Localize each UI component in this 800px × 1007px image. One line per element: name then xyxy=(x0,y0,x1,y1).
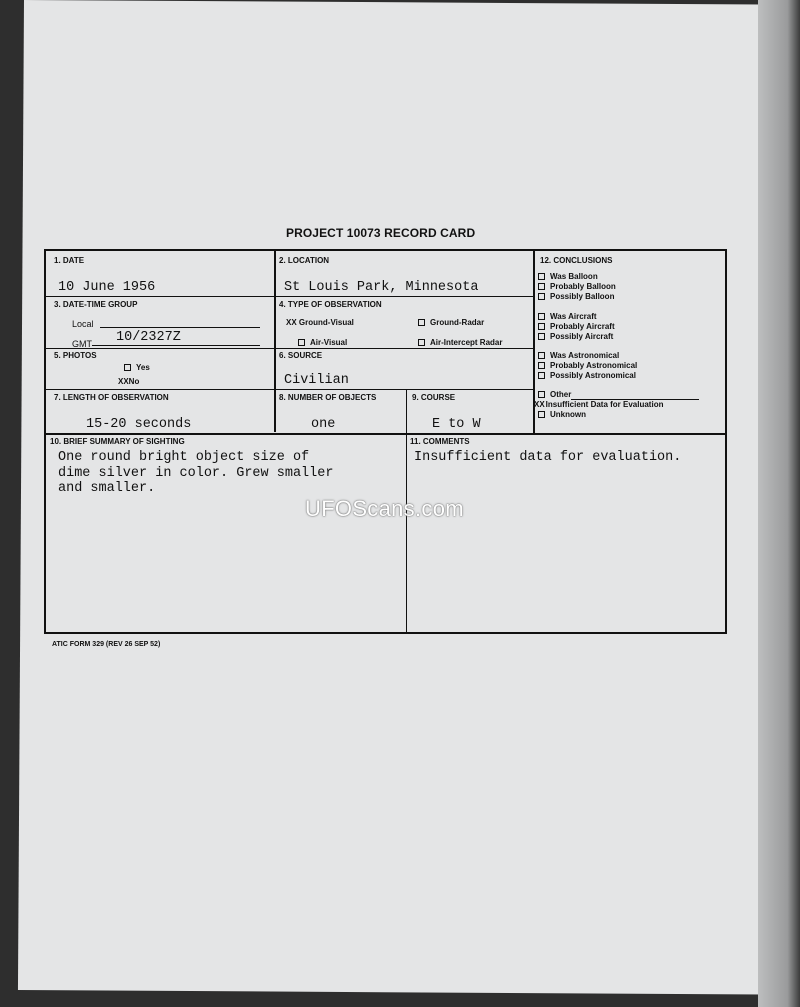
ground-radar-option: Ground-Radar xyxy=(430,318,485,327)
length-of-observation-label: 7. LENGTH OF OBSERVATION xyxy=(54,393,169,402)
checkbox-icon xyxy=(124,364,131,371)
checkbox-icon xyxy=(538,372,545,379)
checkbox-icon xyxy=(538,323,545,330)
photos-yes-option: Yes xyxy=(136,363,150,372)
local-label: Local xyxy=(72,319,94,329)
comments-text: Insufficient data for evaluation. xyxy=(414,450,682,465)
conclusion-item: Probably Balloon xyxy=(550,282,616,291)
checkbox-icon xyxy=(538,313,545,320)
conclusion-item: Was Aircraft xyxy=(550,312,597,321)
summary-line: One round bright object size of xyxy=(58,450,310,465)
course-label: 9. COURSE xyxy=(412,393,456,402)
conclusions-list xyxy=(534,390,699,420)
course-value: E to W xyxy=(432,417,481,432)
air-intercept-radar-option: Air-Intercept Radar xyxy=(430,338,503,347)
checkbox-icon xyxy=(538,273,545,280)
source-value: Civilian xyxy=(284,373,349,388)
number-of-objects-label: 8. NUMBER OF OBJECTS xyxy=(279,393,377,402)
ground-visual-option: Ground-Visual xyxy=(298,318,354,327)
insufficient-data-mark: XX xyxy=(534,400,545,409)
photos-no-option: No xyxy=(128,377,140,386)
checkbox-icon xyxy=(538,362,545,369)
checkbox-icon xyxy=(538,411,545,418)
date-time-group-label: 3. DATE-TIME GROUP xyxy=(54,300,138,309)
conclusion-item: Unknown xyxy=(550,410,586,419)
number-of-objects-value: one xyxy=(311,417,336,432)
location-label: 2. LOCATION xyxy=(279,256,330,265)
record-card xyxy=(44,249,727,634)
page-edge-shadow xyxy=(758,0,800,1007)
summary-label: 10. BRIEF SUMMARY OF SIGHTING xyxy=(50,437,185,446)
checkbox-icon xyxy=(538,293,545,300)
ground-visual-mark: XX xyxy=(286,318,297,327)
checkbox-icon xyxy=(418,339,425,346)
source-label: 6. SOURCE xyxy=(279,351,323,360)
date-value: 10 June 1956 xyxy=(58,280,156,295)
conclusion-item: Was Balloon xyxy=(550,272,598,281)
checkbox-icon xyxy=(538,283,545,290)
conclusion-item: Was Astronomical xyxy=(550,351,620,360)
conclusion-item: Possibly Balloon xyxy=(550,292,615,301)
summary-line: dime silver in color. Grew smaller xyxy=(58,465,334,481)
conclusion-item: Possibly Aircraft xyxy=(550,332,614,341)
checkbox-icon xyxy=(418,319,425,326)
summary-text xyxy=(58,450,333,497)
summary-line: and smaller. xyxy=(58,481,156,496)
checkbox-icon xyxy=(538,391,545,398)
air-visual-option: Air-Visual xyxy=(310,338,348,347)
conclusions-list xyxy=(538,312,615,342)
checkbox-icon xyxy=(538,352,545,359)
type-of-observation-label: 4. TYPE OF OBSERVATION xyxy=(279,300,382,309)
conclusion-item: Probably Astronomical xyxy=(550,361,638,370)
photos-no-mark: XX xyxy=(118,377,129,386)
conclusions-list xyxy=(538,272,616,302)
gmt-label: GMT xyxy=(72,339,92,349)
conclusions-label: 12. CONCLUSIONS xyxy=(540,256,613,265)
conclusion-item: Insufficient Data for Evaluation xyxy=(545,400,664,409)
form-footer: ATIC FORM 329 (REV 26 SEP 52) xyxy=(52,641,161,648)
length-of-observation-value: 15-20 seconds xyxy=(86,417,192,432)
conclusion-item: Other xyxy=(550,390,572,399)
card-title: PROJECT 10073 RECORD CARD xyxy=(286,226,476,240)
conclusion-item: Probably Aircraft xyxy=(550,322,615,331)
date-label: 1. DATE xyxy=(54,256,85,265)
checkbox-icon xyxy=(538,333,545,340)
conclusions-list xyxy=(538,351,637,381)
comments-label: 11. COMMENTS xyxy=(410,437,470,446)
conclusion-item: Possibly Astronomical xyxy=(550,371,636,380)
photos-label: 5. PHOTOS xyxy=(54,351,97,360)
gmt-value: 10/2327Z xyxy=(116,330,181,345)
checkbox-icon xyxy=(298,339,305,346)
location-value: St Louis Park, Minnesota xyxy=(284,280,479,295)
watermark: UFOScans.com xyxy=(305,496,464,521)
